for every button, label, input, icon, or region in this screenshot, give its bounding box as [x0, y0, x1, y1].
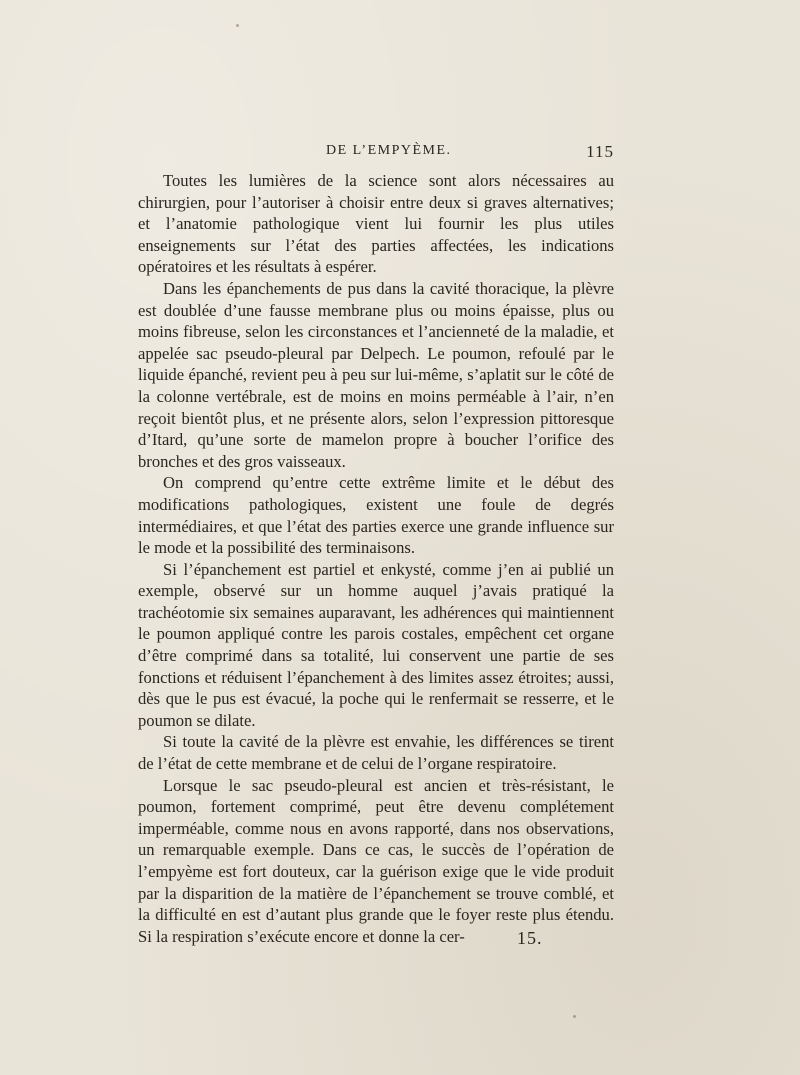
paper-speck: [236, 24, 239, 27]
paragraph: Toutes les lumières de la science sont alors nécessaires au chirurgien, pour l’autoriser à choisir entre deux si graves alternatives; et l’anatomie pathologique vient lui fournir les plus utiles enseignements sur l’état des parties affectées, les indications opératoires et les résultats à espérer.: [138, 171, 614, 277]
paragraph: On comprend qu’entre cette extrême limite et le début des modifications pathologiques, existent une foule de degrés intermédiaires, et que l’état des parties exerce une grande influence sur le mode et la possibilité des terminaisons.: [138, 473, 614, 558]
body-text: [138, 170, 614, 947]
paragraph: Dans les épanchements de pus dans la cavité thoracique, la plèvre est doublée d’une fausse membrane plus ou moins épaisse, plus ou moins fibreuse, selon les circonstances et l’ancienneté de la maladie, et appelée sac pseudo-pleural par Delpech. Le poumon, refoulé par le liquide épanché, revient peu à peu sur lui-même, s’aplatit sur le côté de la colonne vertébrale, est de moins en moins perméable à l’air, n’en reçoit bientôt plus, et ne présente alors, selon l’expression pittoresque d’Itard, qu’une sorte de mamelon propre à boucher l’orifice des bronches et des gros vaisseaux.: [138, 278, 614, 471]
running-head: [138, 143, 614, 165]
paragraph: Lorsque le sac pseudo-pleural est ancien et très-résistant, le poumon, fortement comprimé, peut être devenu complétement imperméable, comme nous en avons rapporté, dans nos observations, un remarquable exemple. Dans ce cas, le succès de l’opération de l’empyème est fort douteux, car la guérison exige que le vide produit par la disparition de la matière de l’épanchement se trouve comblé, et la difficulté en est d’autant plus grande que le foyer reste plus étendu. Si la respiration s’exécute encore et donne la cer-: [138, 775, 614, 946]
paper-speck: [573, 1015, 576, 1018]
paragraph: Si toute la cavité de la plèvre est envahie, les différences se tirent de l’état de cette membrane et de celui de l’organe respiratoire.: [138, 732, 614, 774]
signature-mark: 15.: [517, 928, 543, 948]
running-title: DE L’EMPYÈME.: [326, 143, 452, 158]
paragraph: Si l’épanchement est partiel et enkysté, comme j’en ai publié un exemple, observé sur un homme auquel j’avais pratiqué la trachéotomie six semaines auparavant, les adhérences qui maintiennent le poumon appliqué contre les parois costales, empêchent cet organe d’être comprimé dans sa totalité, lui conservent une partie de ses fonctions et réduisent l’épanchement à des limites assez étroites; aussi, dès que le pus est évacué, la poche qui le renfermait se resserre, et le poumon se dilate.: [138, 559, 614, 730]
page-number: 115: [586, 142, 614, 161]
